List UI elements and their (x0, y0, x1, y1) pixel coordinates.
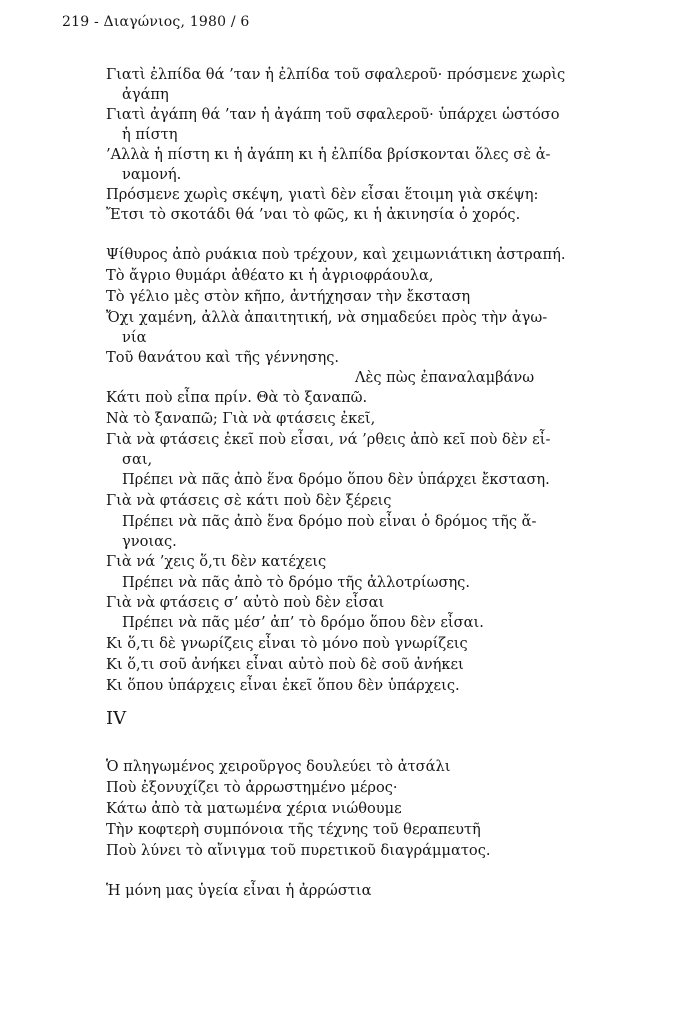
poem-line-indented: Πρέπει νὰ πᾶς ἀπὸ ἕνα δρόμο ποὺ εἶναι ὁ δρόμος τῆς ἄ- (122, 513, 537, 530)
section-heading: IV (106, 708, 127, 729)
poem-line: Ὁ πληγωμένος χειροῦργος δουλεύει τὸ ἀτσάλι (106, 758, 451, 775)
poem-line: Ὄχι χαμένη, ἀλλὰ ἀπαιτητική, νὰ σημαδεύει πρὸς τὴν ἀγω- (106, 309, 548, 326)
page-header: 219 - Διαγώνιος, 1980 / 6 (62, 14, 250, 30)
poem-line: Κάτι ποὺ εἶπα πρίν. Θὰ τὸ ξαναπῶ. (106, 389, 368, 406)
poem-line: Ἔτσι τὸ σκοτάδι θά ’ναι τὸ φῶς, κι ἡ ἀκινησία ὁ χορός. (106, 206, 521, 223)
poem-line: Νὰ τὸ ξαναπῶ; Γιὰ νὰ φτάσεις ἐκεῖ, (106, 410, 376, 427)
poem-line: Πρόσμενε χωρὶς σκέψη, γιατὶ δὲν εἶσαι ἕτοιμη γιὰ σκέψη: (106, 186, 539, 203)
poem-line: Ποὺ λύνει τὸ αἴνιγμα τοῦ πυρετικοῦ διαγράμματος. (106, 842, 491, 859)
poem-line-continuation: ἀγάπη (122, 86, 169, 103)
poem-line: Κι ὅ,τι δὲ γνωρίζεις εἶναι τὸ μόνο ποὺ γνωρίζεις (106, 635, 468, 652)
poem-line: Κι ὅ,τι σοῦ ἀνήκει εἶναι αὐτὸ ποὺ δὲ σοῦ ἀνήκει (106, 656, 464, 673)
poem-line-continuation: ἡ πίστη (122, 126, 178, 143)
poem-line: Γιὰ νὰ φτάσεις σ’ αὐτὸ ποὺ δὲν εἶσαι (106, 594, 385, 611)
poem-line: Τὸ γέλιο μὲς στὸν κῆπο, ἀντήχησαν τὴν ἔκσταση (106, 288, 471, 305)
poem-line: Κάτω ἀπὸ τὰ ματωμένα χέρια νιώθουμε (106, 800, 402, 817)
poem-line: ’Αλλὰ ἡ πίστη κι ἡ ἀγάπη κι ἡ ἐλπίδα βρίσκονται ὅλες σὲ ἀ- (106, 146, 551, 163)
poem-line: Γιατὶ ἐλπίδα θά ’ταν ἡ ἐλπίδα τοῦ σφαλεροῦ· πρόσμενε χωρὶς (106, 66, 566, 83)
poem-line: Κι ὅπου ὑπάρχεις εἶναι ἐκεῖ ὅπου δὲν ὑπάρχεις. (106, 677, 460, 694)
poem-line: Ψίθυρος ἀπὸ ρυάκια ποὺ τρέχουν, καὶ χειμωνιάτικη ἀστραπή. (106, 246, 566, 263)
poem-line: Ἡ μόνη μας ὑγεία εἶναι ἡ ἀρρώστια (106, 882, 372, 899)
poem-line: Τὴν κοφτερὴ συμπόνοια τῆς τέχνης τοῦ θεραπευτῆ (106, 821, 481, 838)
poem-line: Γιὰ νὰ φτάσεις σὲ κάτι ποὺ δὲν ξέρεις (106, 492, 392, 509)
poem-line-indented: Πρέπει νὰ πᾶς ἀπὸ τὸ δρόμο τῆς ἀλλοτρίωσης. (122, 574, 470, 591)
poem-line-indented: Λὲς πὼς ἐπαναλαμβάνω (355, 369, 535, 386)
poem-line-continuation: γνοιας. (122, 533, 177, 550)
poem-line-continuation: σαι, (122, 451, 153, 468)
poem-line: Τὸ ἄγριο θυμάρι ἀθέατο κι ἡ ἀγριοφράουλα, (106, 267, 434, 284)
poem-line-continuation: ναμονή. (122, 166, 182, 183)
poem-line: Γιὰ νὰ φτάσεις ἐκεῖ ποὺ εἶσαι, νά ’ρθεις ἀπὸ κεῖ ποὺ δὲν εἶ- (106, 431, 551, 448)
poem-line: Ποὺ ἐξονυχίζει τὸ ἀρρωστημένο μέρος· (106, 779, 398, 796)
poem-line: Γιατὶ ἀγάπη θά ’ταν ἡ ἀγάπη τοῦ σφαλεροῦ· ὑπάρχει ὡστόσο (106, 106, 560, 123)
poem-line-continuation: νία (122, 329, 147, 346)
poem-line-indented: Πρέπει νὰ πᾶς μέσ’ ἀπ’ τὸ δρόμο ὅπου δὲν εἶσαι. (122, 614, 484, 631)
poem-line: Τοῦ θανάτου καὶ τῆς γέννησης. (106, 349, 340, 366)
poem-line-indented: Πρέπει νὰ πᾶς ἀπὸ ἕνα δρόμο ὅπου δὲν ὑπάρχει ἔκσταση. (122, 471, 550, 488)
poem-line: Γιὰ νά ’χεις ὅ,τι δὲν κατέχεις (106, 553, 327, 570)
